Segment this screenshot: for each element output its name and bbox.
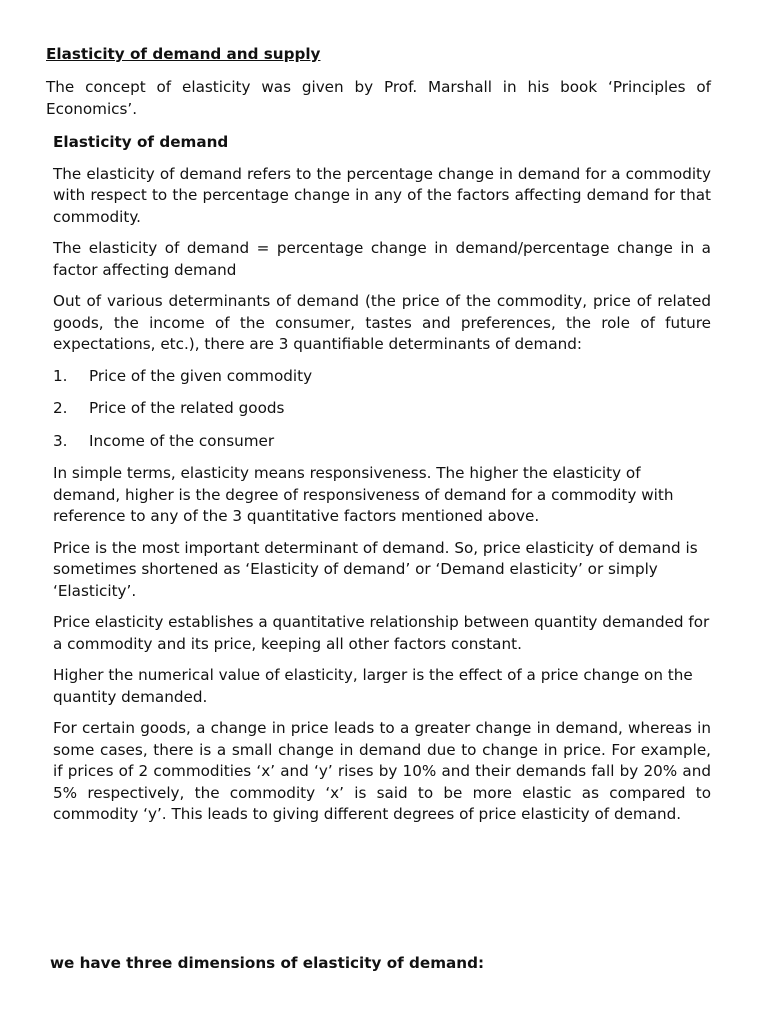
- price-determinant-paragraph: Price is the most important determinant of demand. So, price elasticity of demand is sometimes shortened as ‘Elasticity of demand’ or ‘Demand elasticity’ or simply ‘Elasticity’.: [53, 538, 698, 600]
- elasticity-of-demand-section: [53, 132, 711, 836]
- section-heading: Elasticity of demand: [53, 133, 229, 151]
- list-item-number: 1.: [53, 366, 68, 385]
- list-item-number: 2.: [53, 399, 68, 417]
- list-item-number: 3.: [53, 431, 68, 450]
- list-item: [53, 398, 711, 420]
- list-item: [53, 431, 711, 453]
- list-item-text: Price of the related goods: [89, 399, 285, 417]
- document-title: Elasticity of demand and supply: [46, 45, 321, 63]
- list-item-text: Price of the given commodity: [89, 366, 313, 385]
- list-item-text: Income of the consumer: [89, 431, 275, 450]
- determinants-paragraph: Out of various determinants of demand (the price of the commodity, price of related goods, the income of the consumer, tastes and preferences, the role of future expectations, etc.), there are 3 quantifiable determinants of demand:: [53, 292, 711, 353]
- numerical-value-paragraph: Higher the numerical value of elasticity, larger is the effect of a price change on the quantity demanded.: [53, 666, 693, 706]
- intro-paragraph: The concept of elasticity was given by Prof. Marshall in his book ‘Principles of Economics’.: [46, 78, 711, 118]
- definition-paragraph: The elasticity of demand refers to the percentage change in demand for a commodity with respect to the percentage change in any of the factors affecting demand for that commodity.: [53, 164, 711, 226]
- list-item: [53, 366, 711, 388]
- quantitative-relationship-paragraph: Price elasticity establishes a quantitative relationship between quantity demanded for a commodity and its price, keeping all other factors constant.: [53, 613, 710, 653]
- determinants-list: [53, 366, 711, 453]
- dimensions-heading: we have three dimensions of elasticity of demand:: [50, 954, 485, 972]
- formula-paragraph: The elasticity of demand = percentage change in demand/percentage change in a factor affecting demand: [53, 239, 711, 279]
- responsiveness-paragraph: In simple terms, elasticity means responsiveness. The higher the elasticity of demand, higher is the degree of responsiveness of demand for a commodity with reference to any of the 3 quantitative factors mentioned above.: [53, 464, 674, 525]
- example-paragraph: For certain goods, a change in price leads to a greater change in demand, whereas in some cases, there is a small change in demand due to change in price. For example, if prices of 2 commodities ‘x’ and ‘y’ rises by 10% and their demands fall by 20% and 5% respectively, the commodity ‘x’ is said to be more elastic as compared to commodity ‘y’. This leads to giving different degrees of price elasticity of demand.: [53, 719, 711, 823]
